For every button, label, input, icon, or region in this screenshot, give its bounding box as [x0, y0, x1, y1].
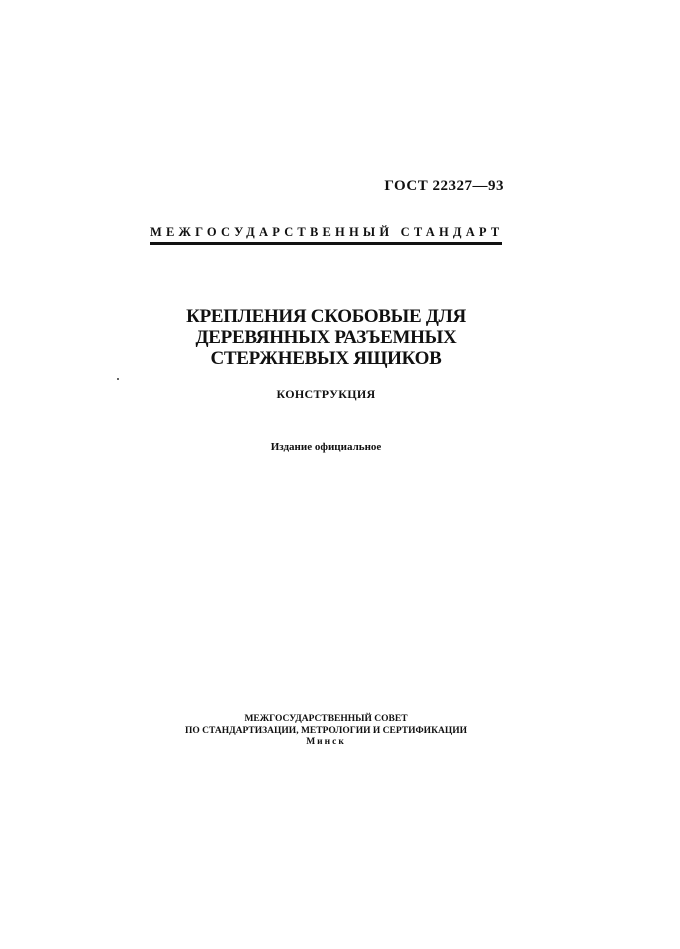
publisher-block: [150, 714, 502, 749]
document-title: [150, 306, 502, 369]
publisher-line: ПО СТАНДАРТИЗАЦИИ, МЕТРОЛОГИИ И СЕРТИФИКАЦИИ: [184, 725, 467, 736]
title-line: ДЕРЕВЯННЫХ РАЗЪЕМНЫХ: [195, 327, 457, 348]
stray-dot: [117, 378, 119, 380]
document-subtitle: КОНСТРУКЦИЯ: [276, 387, 376, 401]
standard-type-heading: МЕЖГОСУДАРСТВЕННЫЙ СТАНДАРТ: [150, 225, 504, 239]
title-line: СТЕРЖНЕВЫХ ЯЩИКОВ: [210, 348, 442, 369]
gost-number: ГОСТ 22327—93: [384, 178, 504, 194]
edition-note: Издание официальное: [270, 441, 382, 453]
publisher-line: МЕЖГОСУДАРСТВЕННЫЙ СОВЕТ: [244, 714, 408, 724]
publisher-city: Минск: [306, 737, 346, 747]
title-line: КРЕПЛЕНИЯ СКОБОВЫЕ ДЛЯ: [186, 306, 466, 327]
header-rule: [150, 242, 502, 245]
